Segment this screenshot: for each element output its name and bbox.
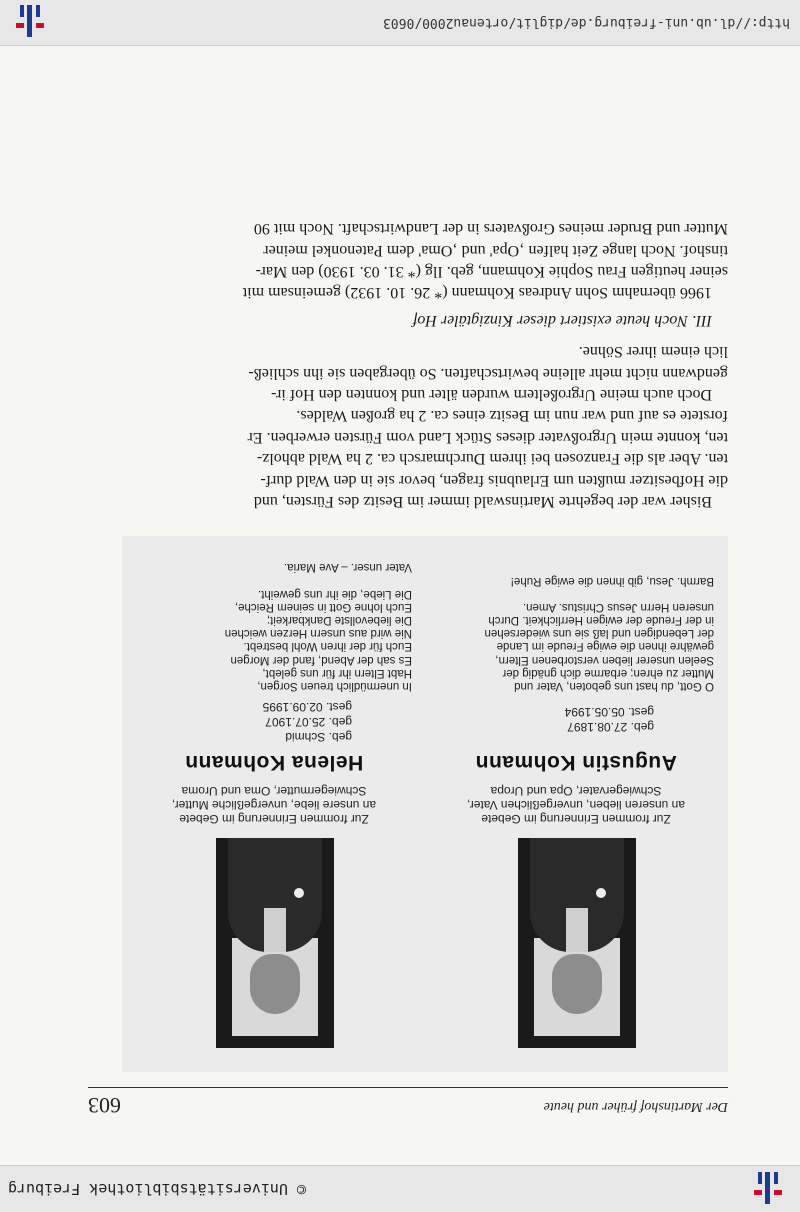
portrait-photo bbox=[518, 838, 636, 1048]
dedication-text: Zur frommen Erinnerung im Gebete an unseren lieben, unvergeßlichen Vater, Schwiegervater, Opa und Uropa bbox=[467, 784, 685, 826]
scanned-page bbox=[48, 52, 748, 1152]
memorial-card-helena bbox=[126, 544, 422, 1064]
paragraph: 1966 übernahm Sohn Andreas Kohmann (* 26. 10. 1932) gemeinsam mit seiner heutigen Frau Sophie Kohmann, geb. Ilg (* 31. 03. 1930) den Mar- tinshof. Noch lange Zeit halfen ‚Opa' und ‚Oma' dem Patenonkel meiner Mutter und Bruder meines Großvaters in der Landwirtschaft. Noch mit 90 bbox=[242, 220, 728, 302]
running-head bbox=[88, 1087, 728, 1116]
memorial-cards-image bbox=[122, 536, 728, 1072]
deceased-name: Helena Kohmann bbox=[184, 751, 364, 774]
maiden-name: geb. Schmid bbox=[285, 730, 352, 744]
source-url: http://dl.ub.uni-freiburg.de/diglit/ortenau2000/0603 bbox=[383, 15, 790, 30]
poem-text: In unermüdlich treuen Sorgen, Habt Eltern ihr für uns gelebt, Es sah der Abend, fand der Morgen Euch für der ihren Wohl bestrebt. Nie wird aus unsern Herzen weichen Die liebevollste Dankbarkeit; Euch lohne Gott in seinem Reiche, Die Liebe, die ihr uns geweiht. Vater unser. – Ave Maria. bbox=[224, 561, 412, 692]
copyright-label: © Universitätsbibliothek Freiburg bbox=[8, 1180, 307, 1198]
dedication-text: Zur frommen Erinnerung im Gebete an unsere liebe, unvergeßliche Mutter, Schwiegermutter, Oma und Uroma bbox=[171, 784, 377, 826]
body-text bbox=[108, 218, 728, 512]
deceased-name: Augustin Kohmann bbox=[475, 751, 677, 774]
running-title: Der Martinshof früher und heute bbox=[543, 1099, 728, 1114]
death-date: gest. 02.09.1995 bbox=[262, 700, 352, 714]
portrait-photo bbox=[216, 838, 334, 1048]
university-logo-icon bbox=[748, 1172, 788, 1204]
prayer-text: O Gott, du hast uns geboten, Vater und Mutter zu ehren; erbarme dich gnädig der Seelen unserer lieben verstorbenen Eltern, gewähre ihnen die ewige Freude im Lande der Lebendigen und laß sie uns wiedersehen in der Freude der ewigen Herrlichkeit. Durch unseren Herrn Jesus Christus. Amen. Barmh. Jesu, gib ihnen die ewige Ruhe! bbox=[484, 574, 714, 692]
paragraph: Doch auch meine Urgroßeltern wurden älter und konnten den Hof ir- gendwann nicht mehr alleine bewirtschaften. So übergaben sie ihn schließ- lich einem ihrer Söhne. bbox=[248, 343, 728, 403]
paragraph: Bisher war der begehrte Martinswald immer im Besitz des Fürsten, und die Hofbesitzer mußten um Erlaubnis fragen, bevor sie in den Wald durf- ten. Aber als die Franzosen bei ihrem Durchmarsch ca. 2 ha Wald abholz- ten, konnte mein Urgroßvater dieses Stück Land vom Fürsten erwerben. Er forstete es auf und war nun im Besitz eines ca. 2 ha großen Waldes. bbox=[247, 407, 728, 510]
birth-date: geb. 27.08.1897 bbox=[567, 720, 654, 734]
footer-bar bbox=[0, 1165, 800, 1212]
header-bar bbox=[0, 0, 800, 46]
section-heading: III. Noch heute existiert dieser Kinzigtäler Hof bbox=[412, 311, 712, 329]
memorial-card-augustin bbox=[428, 544, 724, 1064]
university-logo-icon bbox=[10, 5, 50, 37]
death-date: gest. 05.05.1994 bbox=[564, 705, 654, 719]
page-number: 603 bbox=[88, 1093, 121, 1118]
birth-date: geb. 25.07.1907 bbox=[265, 715, 352, 729]
